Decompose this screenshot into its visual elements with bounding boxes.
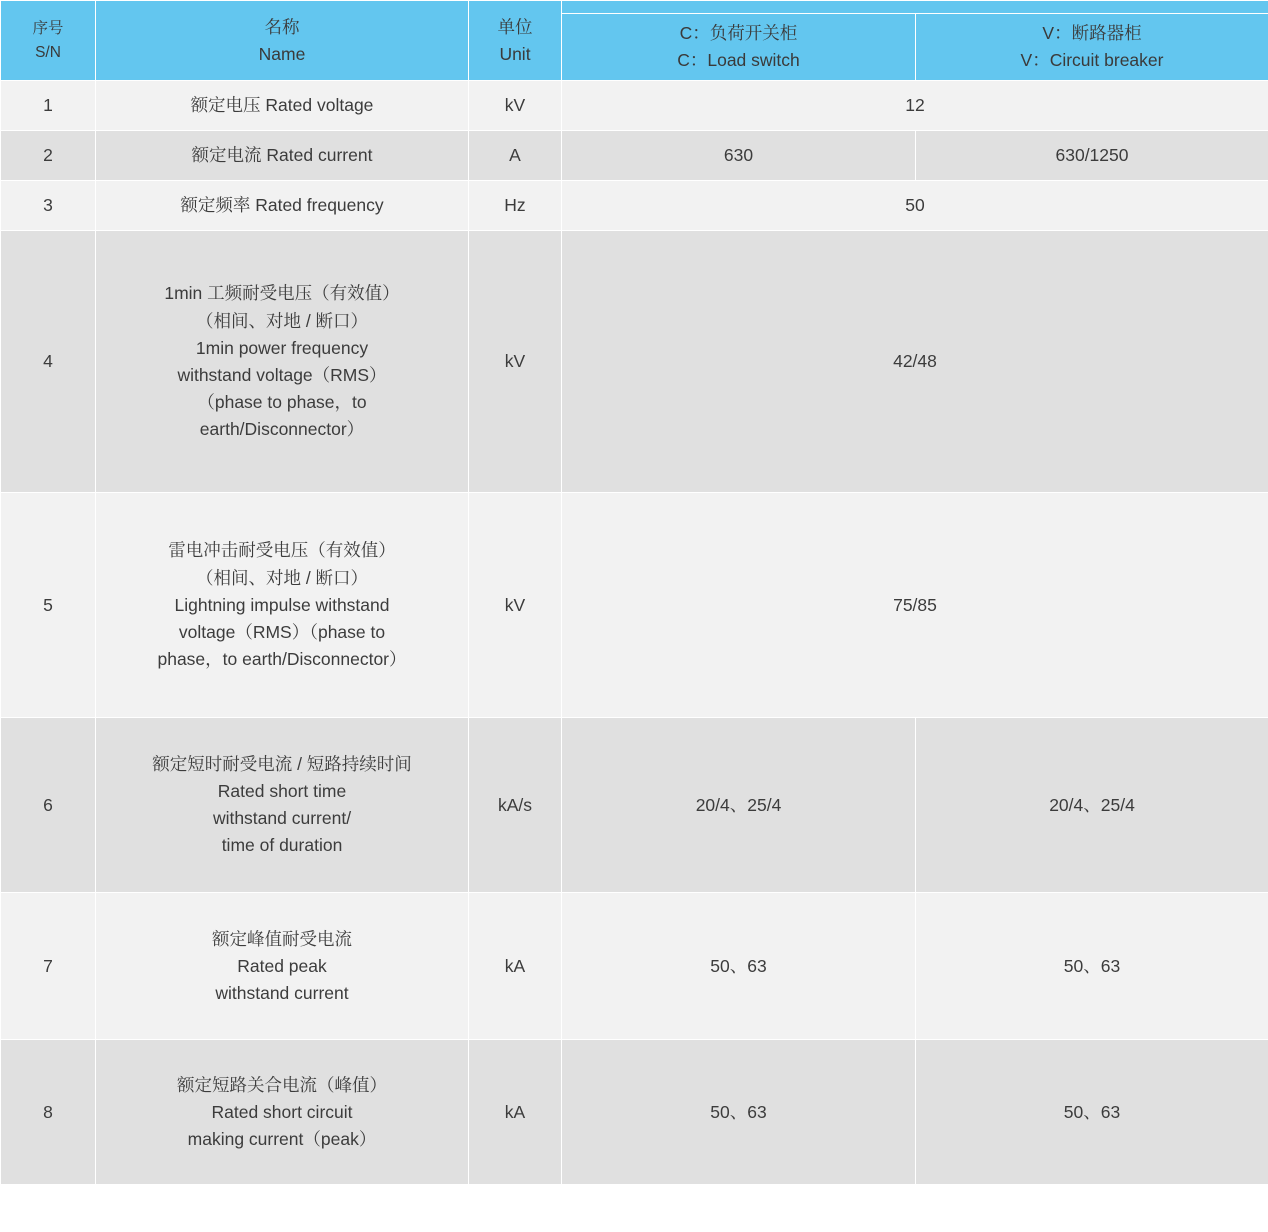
- row-name-line: phase，to earth/Disconnector）: [157, 648, 407, 669]
- row-name-line: withstand current/: [212, 808, 352, 829]
- table-row: [1, 493, 1268, 718]
- row-unit: kV: [469, 493, 562, 718]
- row-value-both: 50: [562, 181, 1268, 231]
- row-value-load-switch: 50、63: [562, 1040, 916, 1185]
- header-name-cn: 名称: [264, 16, 300, 37]
- table-row: [1, 81, 1268, 131]
- row-sn: 5: [1, 493, 96, 718]
- row-name-line: 额定短时耐受电流 / 短路持续时间: [152, 754, 412, 774]
- header-name-en: Name: [258, 43, 306, 64]
- row-unit: kA/s: [469, 718, 562, 893]
- table-header-row: [1, 1, 1268, 14]
- row-sn: 3: [1, 181, 96, 231]
- row-name: [96, 493, 469, 718]
- table-row: [1, 181, 1268, 231]
- table-row: [1, 893, 1268, 1040]
- row-value-both: 75/85: [562, 493, 1268, 718]
- header-name: [96, 1, 469, 81]
- row-name-line: 额定短路关合电流（峰值）: [177, 1074, 387, 1095]
- row-unit: Hz: [469, 181, 562, 231]
- header-col-load-switch-en: C：Load switch: [677, 50, 800, 71]
- row-unit: kV: [469, 231, 562, 493]
- row-name-line: withstand voltage（RMS）: [177, 364, 387, 385]
- row-name-line: 雷电冲击耐受电压（有效值）: [168, 540, 396, 561]
- table-header: [1, 1, 1268, 81]
- row-name-line: Rated peak: [237, 955, 327, 976]
- row-value-circuit-breaker: 50、63: [916, 1040, 1268, 1185]
- row-name-line: time of duration: [221, 835, 343, 856]
- row-value-load-switch: 50、63: [562, 893, 916, 1040]
- row-name-line: （相间、对地 / 断口）: [195, 567, 369, 588]
- table-row: [1, 131, 1268, 181]
- header-col-load-switch-cn: C：负荷开关柜: [679, 23, 798, 43]
- header-type-group: [562, 1, 1268, 14]
- row-name-line: （相间、对地 / 断口）: [195, 310, 369, 331]
- row-name-line: making current（peak）: [187, 1128, 377, 1149]
- row-sn: 8: [1, 1040, 96, 1185]
- row-name: [96, 81, 469, 131]
- row-name-line: earth/Disconnector）: [199, 419, 365, 439]
- row-name-line: 额定电压 Rated voltage: [190, 95, 374, 116]
- row-name-line: voltage（RMS）（phase to: [178, 621, 386, 642]
- row-unit: kA: [469, 1040, 562, 1185]
- table-body: [1, 81, 1268, 1185]
- row-name-line: 额定电流 Rated current: [191, 145, 373, 166]
- row-name: [96, 231, 469, 493]
- row-name: [96, 1040, 469, 1185]
- row-name: [96, 893, 469, 1040]
- row-name-line: Rated short time: [217, 781, 347, 802]
- row-unit: A: [469, 131, 562, 181]
- row-name: [96, 181, 469, 231]
- row-unit: kV: [469, 81, 562, 131]
- header-unit-cn: 单位: [497, 16, 533, 37]
- table-row: [1, 1040, 1268, 1185]
- row-name-line: withstand current: [215, 982, 349, 1003]
- header-col-circuit-breaker-en: V：Circuit breaker: [1020, 50, 1164, 71]
- row-value-both: 12: [562, 81, 1268, 131]
- row-name-line: 额定频率 Rated frequency: [180, 195, 384, 216]
- row-name-line: 额定峰值耐受电流: [212, 928, 352, 949]
- row-name: [96, 718, 469, 893]
- row-name-line: Lightning impulse withstand: [174, 594, 390, 615]
- row-value-load-switch: 630: [562, 131, 916, 181]
- row-unit: kA: [469, 893, 562, 1040]
- row-name-line: 1min 工频耐受电压（有效值）: [164, 283, 400, 304]
- row-sn: 1: [1, 81, 96, 131]
- row-name-line: Rated short circuit: [211, 1101, 353, 1122]
- row-value-circuit-breaker: 630/1250: [916, 131, 1268, 181]
- row-sn: 6: [1, 718, 96, 893]
- header-sn-cn: 序号: [32, 19, 64, 37]
- header-col-load-switch: [562, 14, 916, 81]
- header-unit: [469, 1, 562, 81]
- header-unit-en: Unit: [499, 43, 531, 64]
- row-sn: 2: [1, 131, 96, 181]
- header-sn: [1, 1, 96, 81]
- row-value-circuit-breaker: 20/4、25/4: [916, 718, 1268, 893]
- header-col-circuit-breaker: [916, 14, 1268, 81]
- table-row: [1, 231, 1268, 493]
- row-name: [96, 131, 469, 181]
- row-value-load-switch: 20/4、25/4: [562, 718, 916, 893]
- header-sn-en: S/N: [35, 43, 61, 61]
- row-value-both: 42/48: [562, 231, 1268, 493]
- header-col-circuit-breaker-cn: V：断路器柜: [1042, 23, 1142, 43]
- row-name-line: （phase to phase，to: [197, 391, 367, 412]
- row-sn: 7: [1, 893, 96, 1040]
- row-value-circuit-breaker: 50、63: [916, 893, 1268, 1040]
- table-row: [1, 718, 1268, 893]
- row-sn: 4: [1, 231, 96, 493]
- row-name-line: 1min power frequency: [195, 337, 369, 358]
